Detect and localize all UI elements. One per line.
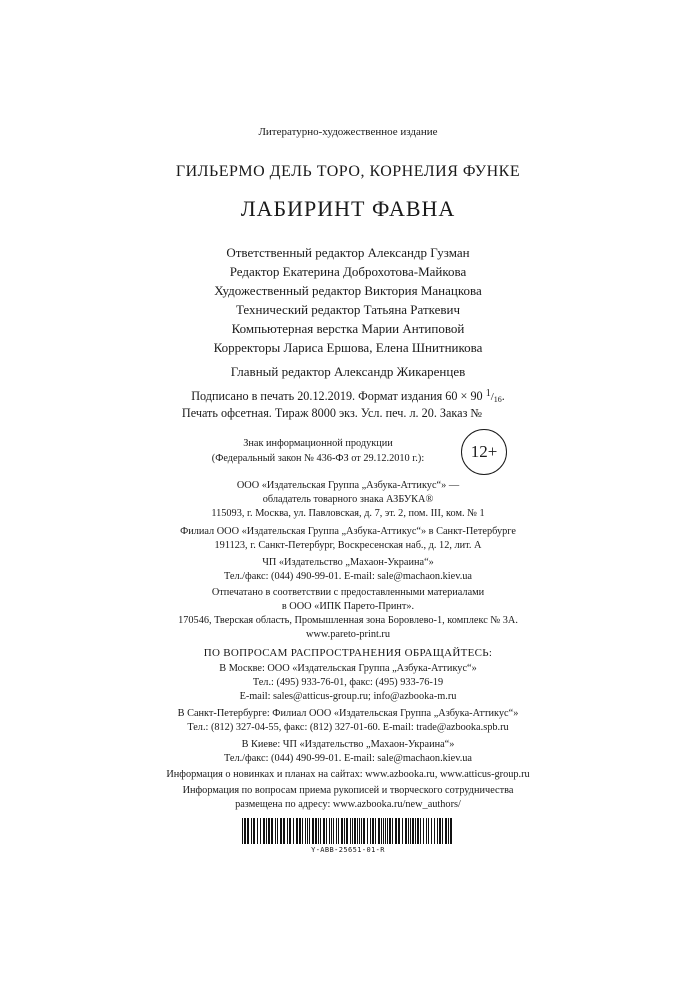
barcode-bar [253,818,255,844]
barcode-bar [431,818,432,844]
barcode-bar [275,818,276,844]
info-sign-line: Знак информационной продукции [243,438,393,449]
credit-line: Компьютерная верстка Марии Антиповой [231,321,465,336]
print-info-line-1: Подписано в печать 20.12.2019. Формат издания 60 × 90 $^1$/16. [191,388,505,404]
printed-line: Отпечатано в соответствии с предоставленными материалами [211,587,485,598]
barcode-bar [428,818,429,844]
barcode-bar [329,818,330,844]
barcode-bar [293,818,294,844]
barcode-bar [247,818,249,844]
barcode-bar [277,818,278,844]
barcode-bar [336,818,337,844]
distribution-line: Тел.: (495) 933-76-01, факс: (495) 933-76-19 [252,677,444,688]
publisher-line: ООО «Издательская Группа „Азбука-Аттикус“» — [236,480,460,491]
printed-line: www.pareto-print.ru [306,629,390,640]
barcode-bar [389,818,391,844]
barcode-bar [412,818,414,844]
barcode-bar [318,818,319,844]
barcode-bar [439,818,441,844]
edition-type: Литературно-художественное издание [258,126,438,138]
branch-line: Филиал ООО «Издательская Группа „Азбука-Аттикус“» в Санкт-Петербурге [180,526,516,537]
fraction-denominator: 16 [493,395,502,404]
barcode-bar [344,818,345,844]
printed-line: 170546, Тверская область, Промышленная зона Боровлево-1, комплекс № 3А. [178,615,518,626]
barcode-bar [302,818,303,844]
distribution-heading: ПО ВОПРОСАМ РАСПРОСТРАНЕНИЯ ОБРАЩАЙТЕСЬ: [203,647,493,659]
authors: ГИЛЬЕРМО ДЕЛЬ ТОРО, КОРНЕЛИЯ ФУНКЕ [175,163,521,180]
ukraine-line: Тел./факс: (044) 490-99-01. E-mail: sale@machaon.kiev.ua [224,571,472,582]
info-sign-line: (Федеральный закон № 436-ФЗ от 29.12.2010 г.): [211,453,425,464]
news-info: Информация о новинках и планах на сайтах: www.azbooka.ru, www.atticus-group.ru [166,769,530,780]
barcode-bar [445,818,447,844]
barcode-bar [361,818,362,844]
barcode-bar [251,818,252,844]
credit-line: Художественный редактор Виктория Манацкова [214,283,482,298]
print-info-line-2 [0,406,696,421]
barcode-bar [402,818,403,844]
manuscripts-line: размещена по адресу: www.azbooka.ru/new_authors/ [235,799,461,810]
barcode-bar [442,818,443,844]
distribution-line: В Москве: ООО «Издательская Группа „Азбука-Аттикус“» [219,663,477,674]
barcode-bar [367,818,368,844]
print-info-text: Подписано в печать 20.12.2019. Формат издания 60 × 90 [191,389,486,403]
barcode-bar [434,818,435,844]
barcode-bar [398,818,400,844]
barcode-bar [242,818,243,844]
fraction-numerator: 1 [485,388,491,399]
publisher-line: 115093, г. Москва, ул. Павловская, д. 7, эт. 2, пом. III, ком. № 1 [211,508,485,519]
barcode-bar [395,818,397,844]
ukraine-line: ЧП «Издательство „Махаон-Украина“» [262,557,434,568]
barcode-bar [420,818,421,844]
barcode-bar [257,818,258,844]
barcode-bar [359,818,360,844]
barcode-bar [331,818,332,844]
barcode-bar [338,818,339,844]
barcode-bar [341,818,343,844]
barcode-bar [370,818,371,844]
barcode-bar [309,818,310,844]
barcode-bar [352,818,353,844]
branch-line: 191123, г. Санкт-Петербург, Воскресенская наб., д. 12, лит. А [214,540,482,551]
barcode-bar [450,818,452,844]
barcode-bar [410,818,411,844]
barcode-bar [307,818,308,844]
distribution-line: Тел./факс: (044) 490-99-01. E-mail: sale@machaon.kiev.ua [224,753,472,764]
barcode-bar [260,818,261,844]
barcode-bar [383,818,384,844]
barcode-bar [387,818,388,844]
barcode-bar [385,818,386,844]
barcode-bar [296,818,298,844]
print-info-text: Печать офсетная. Тираж 8000 экз. Усл. печ. л. 20. Заказ № [181,406,483,420]
barcode-bar [333,818,334,844]
barcode-bar [312,818,314,844]
barcode-bar [392,818,393,844]
barcode-bar [299,818,301,844]
distribution-line: E-mail: sales@atticus-group.ru; info@azbooka-m.ru [239,691,457,702]
chief-editor: Главный редактор Александр Жикаренцев [230,364,466,379]
barcode-bar [354,818,356,844]
barcode [242,818,454,844]
barcode-bar [415,818,416,844]
barcode-bar [263,818,265,844]
distribution-line: В Киеве: ЧП «Издательство „Махаон-Украина“» [241,739,455,750]
barcode-bar [326,818,327,844]
barcode-bar [320,818,321,844]
distribution-line: В Санкт-Петербурге: Филиал ООО «Издательская Группа „Азбука-Аттикус“» [177,708,519,719]
book-title: ЛАБИРИНТ ФАВНА [240,196,456,221]
barcode-bar [375,818,376,844]
barcode-bar [315,818,317,844]
barcode-bar [423,818,424,844]
age-rating-badge: 12+ [461,429,507,475]
manuscripts-line: Информация по вопросам приема рукописей и творческого сотрудничества [182,785,514,796]
barcode-bar [437,818,438,844]
barcode-bar [381,818,382,844]
barcode-bar [448,818,449,844]
barcode-bar [363,818,365,844]
barcode-bar [271,818,273,844]
barcode-bar [346,818,348,844]
barcode-bar [268,818,270,844]
barcode-bar [244,818,246,844]
printed-line: в ООО «ИПК Парето-Принт». [281,601,415,612]
barcode-bar [305,818,306,844]
publisher-line: обладатель товарного знака АЗБУКА® [262,494,434,505]
barcode-bar [266,818,267,844]
distribution-line: Тел.: (812) 327-04-55, факс: (812) 327-01-60. E-mail: trade@azbooka.spb.ru [187,722,509,733]
barcode-bar [280,818,282,844]
barcode-bar [323,818,325,844]
print-info-end: . [501,389,505,403]
credit-line: Технический редактор Татьяна Раткевич [235,302,461,317]
barcode-bar [372,818,374,844]
credit-line: Корректоры Лариса Ершова, Елена Шнитникова [213,340,483,355]
barcode-bar [405,818,407,844]
barcode-bar [289,818,291,844]
barcode-bar [283,818,285,844]
barcode-code: Y-ABB-25651-01-R [311,846,385,854]
credit-line: Ответственный редактор Александр Гузман [226,245,470,260]
barcode-bar [408,818,409,844]
barcode-bar [357,818,358,844]
barcode-bar [350,818,351,844]
barcode-bar [426,818,427,844]
barcode-bar [378,818,380,844]
barcode-bar [287,818,288,844]
credit-line: Редактор Екатерина Доброхотова-Майкова [229,264,467,279]
barcode-bar [417,818,419,844]
